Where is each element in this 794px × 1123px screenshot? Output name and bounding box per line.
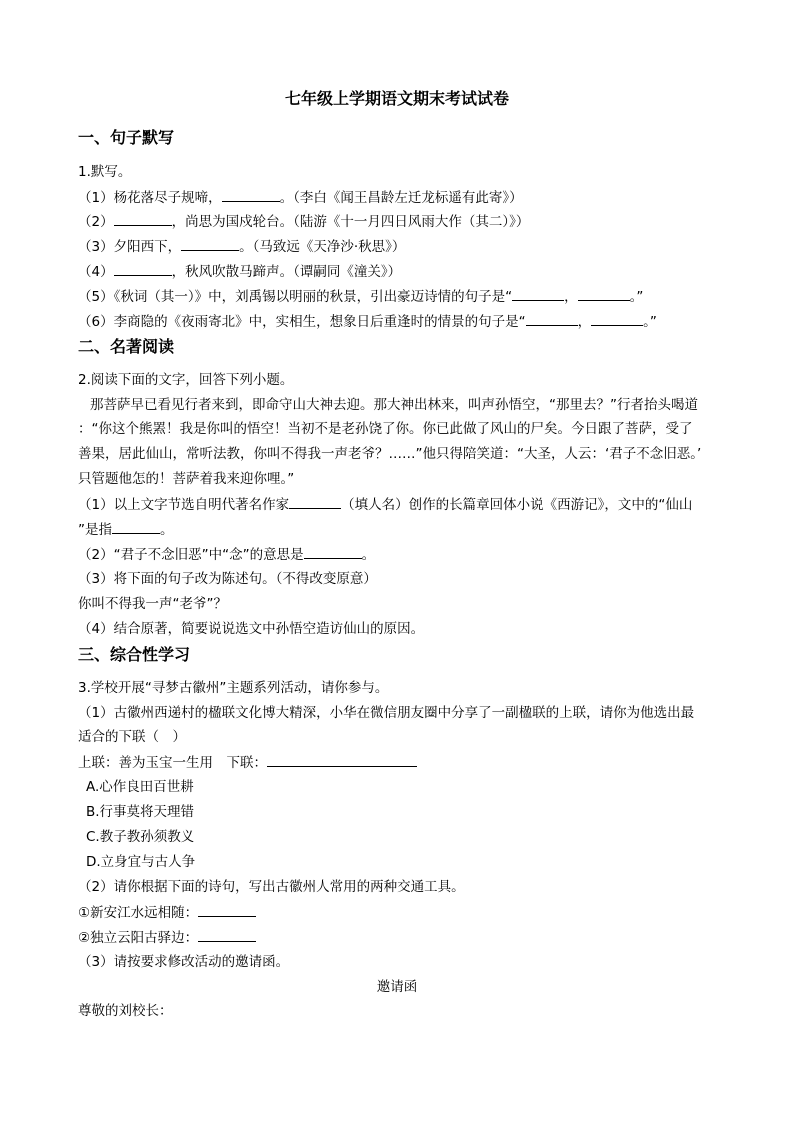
answer-blank[interactable] (198, 928, 256, 942)
q2-item-3-sentence: 你叫不得我一声“老爷”？ (78, 596, 227, 612)
q1-item-5: （5）《秋词（其一）》中，刘禹锡以明丽的秋景，引出豪迈诗情的句子是“ ， 。” (78, 289, 644, 305)
q3-item-1: （1）古徽州西递村的楹联文化博大精深，小华在微信朋友圈中分享了一副楹联的上联，请你为他选出最 (78, 705, 695, 721)
answer-blank[interactable] (304, 545, 362, 559)
answer-blank[interactable] (289, 495, 341, 509)
q3-item-2: （2）请你根据下面的诗句，写出古徽州人常用的两种交通工具。 (78, 879, 465, 895)
q2-item-3: （3）将下面的句子改为陈述句。（不得改变原意） (78, 571, 377, 587)
q2-item-1-cont: ”是指 。 (78, 522, 174, 538)
couplet-line: 上联：善为玉宝一生用 下联： (78, 753, 417, 772)
q2-item-2: （2）“君子不念旧恶”中“念”的意思是 。 (78, 547, 376, 563)
section-heading-1: 一、句子默写 (78, 128, 175, 147)
poem-line-2: ②独立云阳古驿边： (78, 928, 256, 947)
answer-blank[interactable] (198, 903, 256, 917)
q2-item-4: （4）结合原著，简要说说选文中孙悟空造访仙山的原因。 (78, 621, 425, 637)
q3-item-3: （3）请按要求修改活动的邀请函。 (78, 954, 290, 970)
section-heading-3: 三、综合性学习 (78, 645, 191, 664)
q3-item-1-cont: 适合的下联（ ） (78, 729, 186, 745)
q1-item-6: （6）李商隐的《夜雨寄北》中，实相生，想象日后重逢时的情景的句子是“ ， 。” (78, 314, 657, 330)
q1-item-1: （1）杨花落尽子规啼， 。（李白《闻王昌龄左迁龙标遥有此寄》） (78, 190, 523, 206)
passage-line-2: ：“你这个熊罴！我是你叫的悟空！当初不是老孙饶了你。你已此做了风山的尸矣。今日跟了菩萨，受了 (78, 421, 693, 437)
answer-blank[interactable] (222, 188, 280, 202)
q1-item-4: （4） ，秋风吹散马蹄声。（谭嗣同《潼关》） (78, 264, 402, 280)
answer-blank[interactable] (578, 287, 630, 301)
invitation-salutation: 尊敬的刘校长： (78, 1003, 173, 1019)
poem-line-1: ①新安江水远相随： (78, 903, 256, 922)
answer-blank[interactable] (114, 262, 172, 276)
option-c[interactable]: C.教子教孙须教义 (86, 829, 195, 845)
passage-line-1: 那菩萨早已看见行者来到，即命守山大神去迎。那大神出林来，叫声孙悟空，“那里去？”行者抬头喝道 (90, 397, 698, 413)
option-d[interactable]: D.立身宜与古人争 (86, 854, 196, 870)
answer-blank[interactable] (114, 212, 172, 226)
answer-blank[interactable] (181, 237, 239, 251)
page-title: 七年级上学期语文期末考试试卷 (284, 89, 509, 108)
answer-blank[interactable] (526, 312, 578, 326)
passage-line-4: 只管题他怎的！菩萨着我来迎你哩。” (78, 471, 295, 487)
q1-stem: 1.默写。 (78, 164, 132, 180)
q1-item-2: （2） ，尚思为国戍轮台。（陆游《十一月四日风雨大作（其二）》） (78, 214, 530, 230)
answer-blank[interactable] (112, 520, 160, 534)
passage-line-3: 善果，居此仙山，常听法教，你叫不得我一声老爷？……”他只得陪笑道：“大圣，人云：‘君子不念旧恶。’ (78, 446, 702, 462)
invitation-title: 邀请函 (376, 979, 418, 995)
q2-stem: 2.阅读下面的文字，回答下列小题。 (78, 372, 294, 388)
answer-blank[interactable] (512, 287, 564, 301)
q3-stem: 3.学校开展“寻梦古徽州”主题系列活动，请你参与。 (78, 680, 389, 696)
q2-item-1: （1）以上文字节选自明代著名作家 （填人名）创作的长篇章回体小说《西游记》，文中的“仙山 (78, 497, 693, 513)
answer-blank[interactable] (267, 753, 417, 767)
option-a[interactable]: A.心作良田百世耕 (86, 779, 194, 795)
option-b[interactable]: B.行事莫将天理错 (86, 804, 195, 820)
answer-blank[interactable] (591, 312, 643, 326)
section-heading-2: 二、名著阅读 (78, 337, 175, 356)
q1-item-3: （3）夕阳西下， 。（马致远《天净沙·秋思》） (78, 239, 406, 255)
